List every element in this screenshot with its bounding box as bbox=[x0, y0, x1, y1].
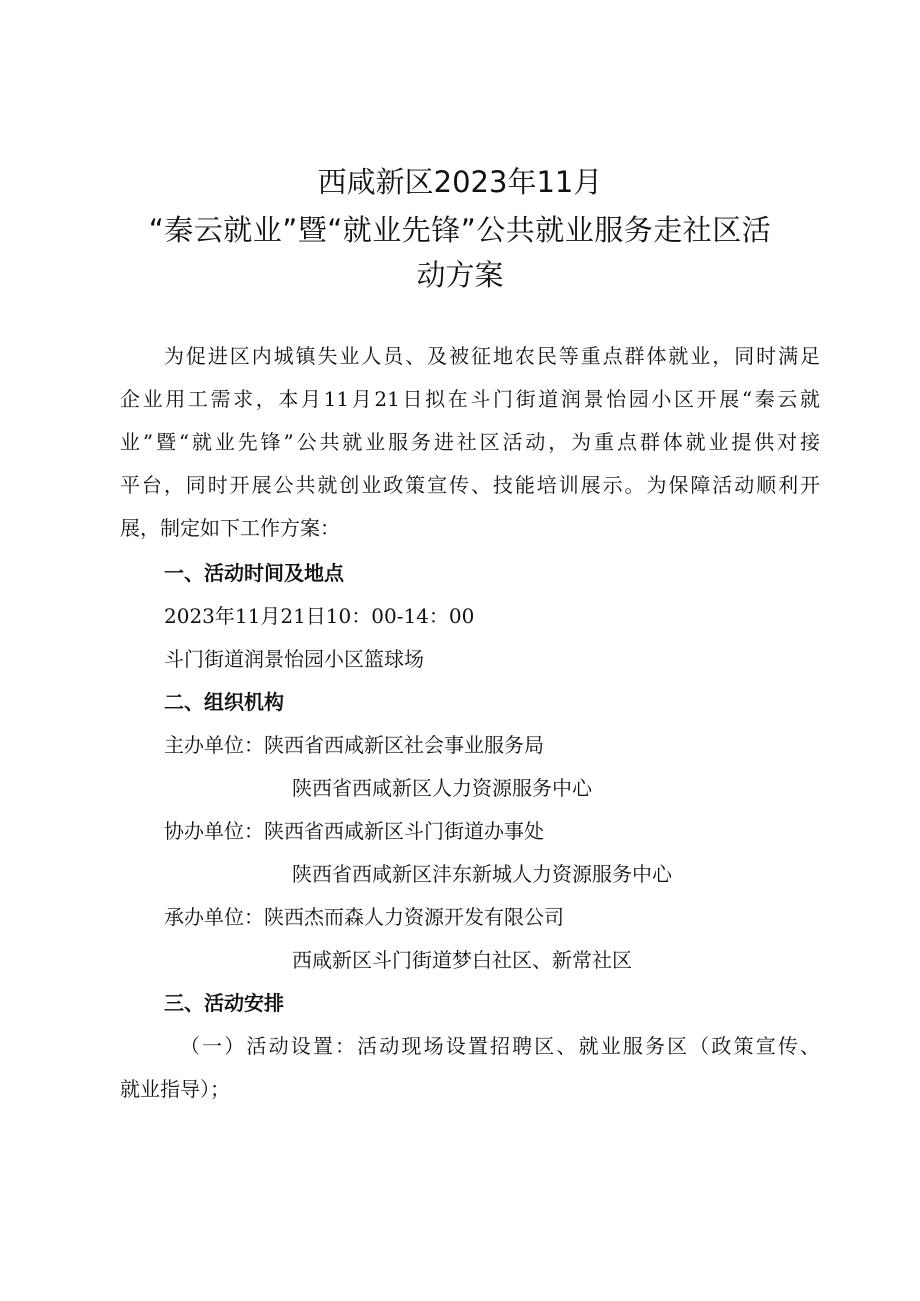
activity-time: 2023年11月21日10：00-14：00 bbox=[164, 604, 475, 628]
activity-place: 斗门街道润景怡园小区篮球场 bbox=[164, 647, 424, 671]
document-title-line-3: 动方案 bbox=[416, 258, 504, 292]
intro-line-5: 展，制定如下工作方案： bbox=[120, 516, 340, 540]
organizer-unit-line: 承办单位：陕西杰而森人力资源开发有限公司 bbox=[164, 905, 564, 929]
co-unit-line: 协办单位：陕西省西咸新区斗门街道办事处 bbox=[164, 819, 544, 843]
co-unit-second: 陕西省西咸新区沣东新城人力资源服务中心 bbox=[292, 862, 672, 886]
document-title-line-2: “秦云就业”暨“就业先锋”公共就业服务走社区活 bbox=[148, 213, 772, 247]
intro-line-4: 平台，同时开展公共就创业政策宣传、技能培训展示。为保障活动顺利开 bbox=[120, 473, 820, 497]
section-2-heading: 二、组织机构 bbox=[164, 690, 284, 714]
section-1-heading: 一、活动时间及地点 bbox=[164, 561, 344, 585]
intro-line-1: 为促进区内城镇失业人员、及被征地农民等重点群体就业，同时满足 bbox=[164, 344, 820, 368]
section-3-heading: 三、活动安排 bbox=[164, 991, 284, 1015]
document-title-line-1: 西咸新区2023年11月 bbox=[317, 165, 603, 199]
intro-line-2: 企业用工需求，本月11月21日拟在斗门街道润景怡园小区开展“秦云就 bbox=[120, 387, 820, 411]
arrangement-item-1-line-2: 就业指导）； bbox=[120, 1077, 230, 1101]
organizer-unit-second: 西咸新区斗门街道梦白社区、新常社区 bbox=[292, 948, 632, 972]
arrangement-item-1-line-1: （一）活动设置：活动现场设置招聘区、就业服务区（政策宣传、 bbox=[180, 1034, 820, 1058]
intro-line-3: 业”暨“就业先锋”公共就业服务进社区活动，为重点群体就业提供对接 bbox=[120, 430, 820, 454]
host-unit-second: 陕西省西咸新区人力资源服务中心 bbox=[292, 776, 592, 800]
host-unit-line: 主办单位：陕西省西咸新区社会事业服务局 bbox=[164, 733, 544, 757]
